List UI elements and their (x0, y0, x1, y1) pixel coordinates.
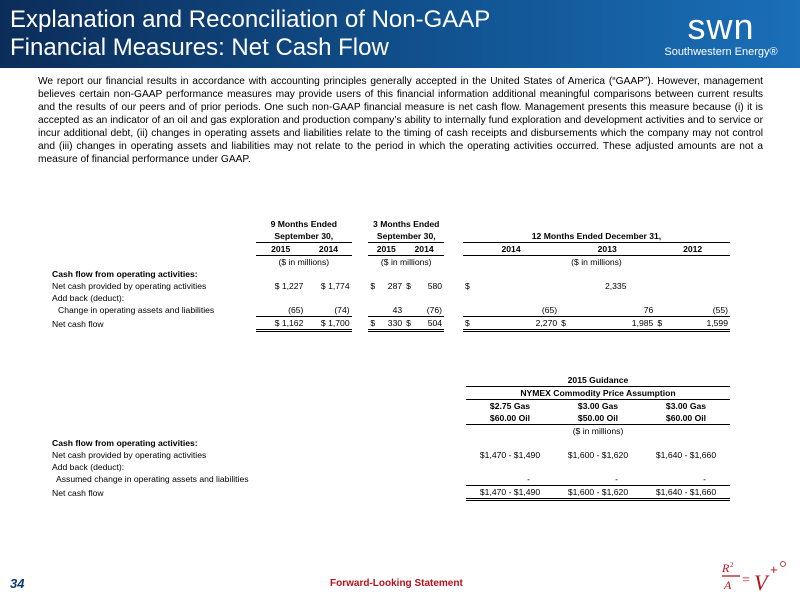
cell: $ 1,700 (305, 317, 351, 331)
header-9-months-date: September 30, (256, 230, 352, 243)
header-3-months-date: September 30, (368, 230, 444, 243)
cell: (76) (404, 304, 444, 317)
intro-paragraph: We report our financial results in accordance with accounting principles generally accepted in the United States of America (“GAAP”). However, management believes certain non-GAAP performance measures may provide users of this financial information additional meaningful comparisons between current results and the results of our peers and of prior periods. One such non-GAAP financial measure is net cash flow. Management presents this measure because (i) it is accepted as an indicator of an oil and gas exploration and production company’s ability to internally fund exploration and development activities and to service or incur additional debt, (ii) changes in operating assets and liabilities relate to the timing of cash receipts and disbursements which the company may not control and (iii) changes in operating assets and liabilities may not relate to the period in which the operating activities occurred. These adjusted amounts are not a measure of financial performance under GAAP. (38, 76, 763, 165)
oil-price: $60.00 Oil (466, 412, 554, 425)
gas-price: $2.75 Gas (489, 401, 531, 411)
table-row (50, 449, 730, 461)
cell: $ 1,774 (320, 281, 350, 291)
cell: - (642, 473, 730, 486)
year-header: 2014 (305, 243, 351, 256)
cell: 43 (368, 304, 404, 317)
cell: 504 (419, 317, 444, 331)
page-number: 34 (10, 576, 25, 591)
cell: $ (559, 317, 628, 331)
cell: - (554, 473, 642, 486)
cell: $ (370, 281, 376, 291)
cell: - (466, 473, 554, 486)
cell: 2,270 (532, 317, 559, 331)
cell: $ (368, 317, 383, 331)
header-12-months: 12 Months Ended December 31, (463, 230, 730, 243)
cell: (74) (305, 304, 351, 317)
year-header: 2015 (368, 243, 404, 256)
row-label: Net cash flow (52, 487, 104, 498)
cell: $ (406, 281, 411, 291)
units-label: ($ in millions) (572, 426, 624, 436)
row-label: Add back (deduct): (52, 293, 125, 303)
svg-text:A: A (724, 578, 732, 592)
cell: $ 1,227 (274, 281, 304, 291)
svg-text:+: + (770, 562, 778, 577)
currency-symbol: $ (657, 318, 663, 328)
row-label: Change in operating assets and liabilities (58, 305, 215, 316)
cell: $1,640 - $1,660 (642, 486, 730, 500)
cell: $ (404, 317, 419, 331)
nymex-header: NYMEX Commodity Price Assumption (466, 387, 730, 400)
header-9-months: 9 Months Ended (270, 219, 337, 229)
table-row (50, 304, 730, 317)
cell: 76 (559, 304, 655, 317)
logo-subtitle: Southwestern Energy® (664, 46, 778, 58)
year-header: 2015 (256, 243, 305, 256)
cell: 287 (387, 281, 403, 291)
svg-text:=: = (742, 573, 750, 588)
cell: $ (464, 281, 470, 291)
cell: $1,600 - $1,620 (554, 486, 642, 500)
cell: $ 1,162 (256, 317, 305, 331)
header-3-months: 3 Months Ended (373, 219, 440, 229)
row-label: Net cash flow (52, 318, 104, 329)
title-bar (0, 0, 800, 68)
units-label: ($ in millions) (571, 257, 622, 267)
svg-text:R: R (722, 561, 730, 575)
table-row (50, 280, 730, 292)
svg-text:V: V (754, 570, 768, 595)
section-heading: Cash flow from operating activities: (52, 438, 198, 448)
year-header: 2014 (463, 243, 559, 256)
year-header: 2012 (655, 243, 730, 256)
table-row (50, 461, 730, 473)
table-row (50, 292, 730, 304)
gas-price: $3.00 Gas (577, 401, 619, 411)
year-header: 2014 (404, 243, 444, 256)
year-header: 2013 (559, 243, 655, 256)
section-heading: Cash flow from operating activities: (52, 269, 198, 279)
cell: 330 (383, 317, 404, 331)
guidance-header: 2015 Guidance (466, 374, 730, 387)
row-label: Add back (deduct): (52, 462, 125, 472)
row-label: Net cash provided by operating activities (52, 450, 207, 460)
title-line-1: Explanation and Reconciliation of Non-GAAP (10, 6, 491, 33)
units-label: ($ in millions) (380, 257, 432, 267)
cell: 2,335 (604, 281, 627, 291)
rav-logo-icon (720, 556, 790, 596)
cell: $1,640 - $1,660 (655, 450, 717, 460)
value: 1,599 (706, 318, 728, 328)
page-title (10, 6, 490, 62)
forward-looking-statement-link[interactable]: Forward-Looking Statement (330, 578, 463, 589)
table-row (50, 486, 730, 500)
cell: (55) (655, 304, 730, 317)
cell: $1,470 - $1,490 (466, 486, 554, 500)
oil-price: $60.00 Oil (642, 412, 730, 425)
cell: $ (463, 317, 532, 331)
svg-text:2: 2 (730, 561, 734, 569)
cell: (65) (463, 304, 559, 317)
row-label: Assumed change in operating assets and liabilities (56, 474, 249, 485)
logo-wordmark: swn (687, 6, 755, 47)
table-row (50, 317, 730, 331)
table-row (50, 473, 730, 486)
net-cash-flow-historical-table (50, 218, 730, 332)
cell (655, 317, 730, 331)
cell: 1,985 (629, 317, 656, 331)
gas-price: $3.00 Gas (665, 401, 707, 411)
title-line-2: Financial Measures: Net Cash Flow (10, 34, 389, 61)
cell: $1,600 - $1,620 (567, 450, 629, 460)
net-cash-flow-guidance-table (50, 374, 730, 501)
oil-price: $50.00 Oil (554, 412, 642, 425)
cell: $1,470 - $1,490 (479, 450, 541, 460)
row-label: Net cash provided by operating activities (52, 281, 207, 291)
cell: 580 (427, 281, 443, 291)
units-label: ($ in millions) (278, 257, 330, 267)
cell: (65) (256, 304, 305, 317)
swn-logo (656, 8, 786, 58)
